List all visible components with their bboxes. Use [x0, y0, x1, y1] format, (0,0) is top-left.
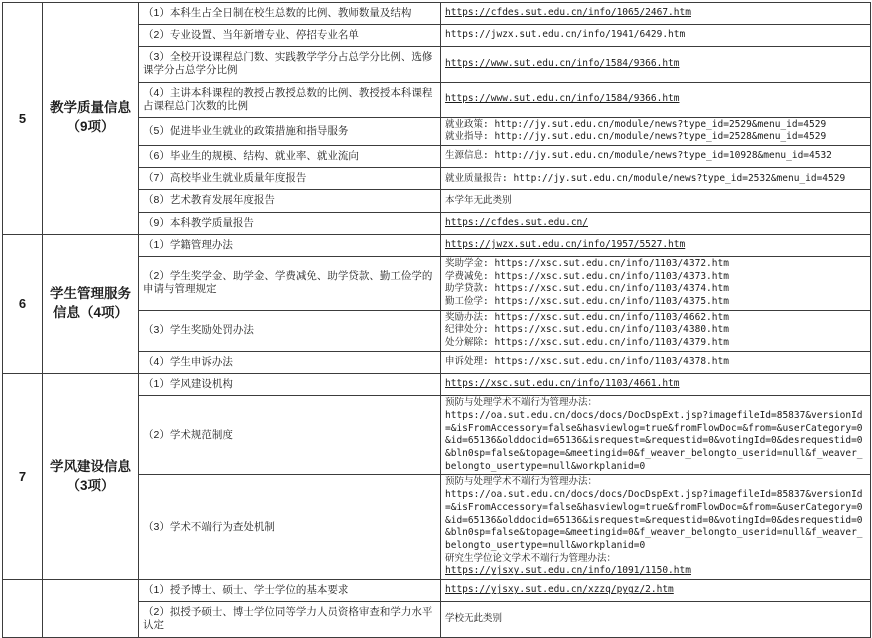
link-text: 就业政策: http://jy.sut.edu.cn/module/news?type_id=2529&menu_id=4529 — [445, 118, 827, 130]
link-text: 助学贷款: https://xsc.sut.edu.cn/info/1103/4374.htm — [445, 283, 729, 295]
item-cell: （3）学生奖励处罚办法 — [139, 310, 441, 351]
section-category — [43, 580, 139, 637]
link-text: 处分解除: https://xsc.sut.edu.cn/info/1103/4379.htm — [445, 337, 729, 349]
link-text: https://oa.sut.edu.cn/docs/docs/DocDspExt.jsp?imagefileId=85837&versionId=&isFromAccessory=false&hasviewlog=true&fromFlowDoc=&from=&userCategory=0&id=65136&olddocid=65136&isrequest=&requestid=0&votingId=0&desrequestid=0&bln0sp=false&topage=&meetingid=0&f_weaver_belongto_userid=null&f_weaver_belongto_usertype=null&workplanid=0 — [445, 489, 863, 551]
hyperlink[interactable]: https://cfdes.sut.edu.cn/info/1065/2467.htm — [445, 7, 691, 19]
link-text: 奖励办法: https://xsc.sut.edu.cn/info/1103/4662.htm — [445, 311, 729, 323]
section-number: 5 — [3, 3, 43, 235]
item-cell: （5）促进毕业生就业的政策措施和指导服务 — [139, 117, 441, 145]
link-text: https://oa.sut.edu.cn/docs/docs/DocDspExt.jsp?imagefileId=85837&versionId=&isFromAccessory=false&hasviewlog=true&fromFlowDoc=&from=&userCategory=0&id=65136&olddocid=65136&isrequest=&requestid=0&votingId=0&desrequestid=0&bln0sp=false&topage=&meetingid=0&f_weaver_belongto_userid=null&f_weaver_belongto_usertype=null&workplanid=0 — [445, 409, 863, 472]
link-text: 学校无此类别 — [445, 613, 503, 625]
links-cell — [441, 190, 871, 212]
links-cell — [441, 234, 871, 256]
table-body — [3, 3, 871, 638]
table-row — [3, 234, 871, 256]
item-cell: （2）学生奖学金、助学金、学费减免、助学贷款、勤工俭学的申请与管理规定 — [139, 256, 441, 310]
item-cell: （6）毕业生的规模、结构、就业率、就业流向 — [139, 146, 441, 168]
hyperlink[interactable]: https://jwzx.sut.edu.cn/info/1957/5527.htm — [445, 238, 686, 250]
section-number: 6 — [3, 234, 43, 373]
link-text: 就业质量报告: http://jy.sut.edu.cn/module/news?type_id=2532&menu_id=4529 — [445, 172, 846, 184]
hyperlink[interactable]: https://www.sut.edu.cn/info/1584/9366.htm — [445, 93, 680, 105]
hyperlink[interactable]: https://xsc.sut.edu.cn/info/1103/4661.htm — [445, 378, 680, 390]
link-text: 纪律处分: https://xsc.sut.edu.cn/info/1103/4380.htm — [445, 324, 729, 336]
item-cell: （1）学籍管理办法 — [139, 234, 441, 256]
links-cell — [441, 580, 871, 602]
link-text: 学费减免: https://xsc.sut.edu.cn/info/1103/4373.htm — [445, 270, 729, 282]
item-cell: （2）拟授予硕士、博士学位同等学力人员资格审查和学力水平认定 — [139, 602, 441, 637]
link-text: https://jwzx.sut.edu.cn/info/1941/6429.htm — [445, 29, 686, 41]
links-cell — [441, 475, 871, 580]
links-cell — [441, 168, 871, 190]
item-cell: （1）学风建设机构 — [139, 373, 441, 395]
item-cell: （1）授予博士、硕士、学士学位的基本要求 — [139, 580, 441, 602]
links-cell — [441, 310, 871, 351]
links-cell — [441, 212, 871, 234]
item-cell: （9）本科教学质量报告 — [139, 212, 441, 234]
item-cell: （7）高校毕业生就业质量年度报告 — [139, 168, 441, 190]
hyperlink[interactable]: https://yjsxy.sut.edu.cn/xzzq/pygz/2.htm — [445, 584, 674, 596]
links-cell — [441, 25, 871, 47]
hyperlink[interactable]: https://cfdes.sut.edu.cn/ — [445, 216, 588, 228]
link-text: 研究生学位论文学术不端行为管理办法： — [445, 552, 617, 564]
item-cell: （3）学术不端行为查处机制 — [139, 475, 441, 580]
links-cell — [441, 256, 871, 310]
link-text: 本学年无此类别 — [445, 194, 512, 206]
info-disclosure-table — [2, 2, 871, 638]
links-cell — [441, 351, 871, 373]
links-cell — [441, 396, 871, 475]
link-text: 就业指导: http://jy.sut.edu.cn/module/news?type_id=2528&menu_id=4529 — [445, 131, 827, 143]
link-text: 预防与处理学术不端行为管理办法： — [445, 476, 598, 488]
table-row — [3, 373, 871, 395]
links-cell — [441, 602, 871, 637]
item-cell: （2）专业设置、当年新增专业、停招专业名单 — [139, 25, 441, 47]
link-text: 奖助学金: https://xsc.sut.edu.cn/info/1103/4372.htm — [445, 257, 729, 269]
item-cell: （3）全校开设课程总门数、实践教学学分占总学分比例、选修课学分占总学分比例 — [139, 47, 441, 82]
table-row — [3, 3, 871, 25]
section-number: 7 — [3, 373, 43, 579]
section-category: 学风建设信息（3项） — [43, 373, 139, 579]
hyperlink[interactable]: https://yjsxy.sut.edu.cn/info/1091/1150.htm — [445, 565, 691, 577]
link-text: 预防与处理学术不端行为管理办法： — [445, 397, 598, 409]
item-cell: （2）学术规范制度 — [139, 396, 441, 475]
section-number — [3, 580, 43, 637]
item-cell: （4）学生申诉办法 — [139, 351, 441, 373]
link-text: 勤工俭学: https://xsc.sut.edu.cn/info/1103/4375.htm — [445, 295, 729, 307]
item-cell: （8）艺术教育发展年度报告 — [139, 190, 441, 212]
section-category: 教学质量信息（9项） — [43, 3, 139, 235]
item-cell: （1）本科生占全日制在校生总数的比例、教师数量及结构 — [139, 3, 441, 25]
links-cell — [441, 117, 871, 145]
table-row — [3, 580, 871, 602]
link-text: 生源信息: http://jy.sut.edu.cn/module/news?type_id=10928&menu_id=4532 — [445, 150, 832, 162]
links-cell — [441, 82, 871, 117]
section-category: 学生管理服务信息（4项） — [43, 234, 139, 373]
links-cell — [441, 373, 871, 395]
links-cell — [441, 3, 871, 25]
hyperlink[interactable]: https://www.sut.edu.cn/info/1584/9366.htm — [445, 58, 680, 70]
item-cell: （4）主讲本科课程的教授占教授总数的比例、教授授本科课程占课程总门次数的比例 — [139, 82, 441, 117]
links-cell — [441, 47, 871, 82]
links-cell — [441, 146, 871, 168]
link-text: 申诉处理: https://xsc.sut.edu.cn/info/1103/4378.htm — [445, 356, 729, 368]
